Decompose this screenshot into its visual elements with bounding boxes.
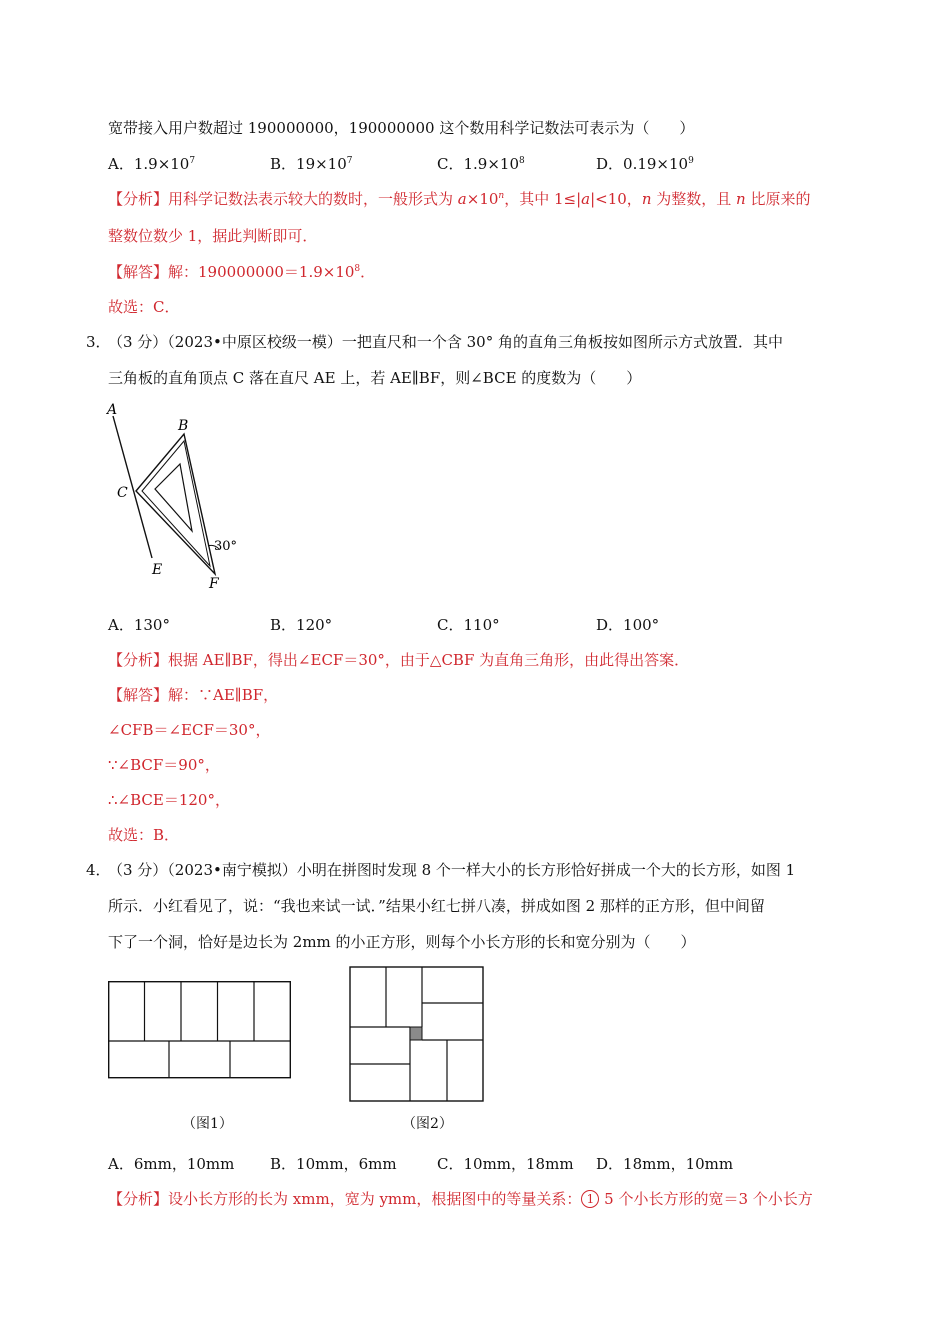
q4-stem-line2: 所示．小红看见了，说：“我也来试一试．”结果小红七拼八凑，拼成如图 2 那样的正方形，但中间留 bbox=[108, 897, 765, 915]
q2-analysis: 【分析】用科学记数法表示较大的数时，一般形式为 $a\times 10^n$，其中 1≤|a|<10，n 为整数，且 n 比原来的 bbox=[108, 190, 811, 208]
q3-answer-step3: ∵∠BCF＝90°， bbox=[108, 756, 220, 774]
q3-answer: 【解答】解：∵AE∥BF， bbox=[108, 686, 279, 704]
q2-option-b[interactable]: B．$19\times 10^7$ bbox=[270, 155, 353, 173]
q3-stem-line1: （3 分）（2023•中原区校级一模）一把直尺和一个含 30° 角的直角三角板按如图所示方式放置．其中 bbox=[108, 333, 783, 351]
circled-number: 1 bbox=[581, 1190, 599, 1208]
q2-stem: 宽带接入用户数超过 190000000，190000000 这个数用科学记数法可表示为（ ） bbox=[108, 119, 695, 137]
q3-figure-triangle-ruler bbox=[100, 396, 260, 596]
label-e: E bbox=[152, 562, 163, 578]
q3-answer-step4: ∴∠BCE＝120°， bbox=[108, 791, 230, 809]
q3-option-a[interactable]: A．130° bbox=[108, 616, 170, 634]
label-30-degree: 30° bbox=[214, 539, 238, 554]
q4-option-c[interactable]: C．10mm，18mm bbox=[437, 1155, 574, 1173]
triangle-hole bbox=[155, 464, 192, 531]
center-hole bbox=[410, 1027, 422, 1040]
q3-option-c[interactable]: C．110° bbox=[437, 616, 500, 634]
q3-number: 3． bbox=[86, 333, 111, 351]
q4-figure-2-caption: （图2） bbox=[402, 1116, 453, 1132]
q3-option-b[interactable]: B．120° bbox=[270, 616, 333, 634]
q4-figure-1-caption: （图1） bbox=[182, 1116, 233, 1132]
q2-option-c[interactable]: C．$1.9\times 10^8$ bbox=[437, 155, 525, 173]
label-f: F bbox=[209, 576, 219, 592]
label-c: C bbox=[117, 485, 128, 501]
q2-option-a[interactable]: A．$1.9\times 10^7$ bbox=[108, 155, 196, 173]
q4-analysis: 【分析】设小长方形的长为 xmm，宽为 ymm，根据图中的等量关系： 1 5 个小长方形的宽＝3 个小长方 bbox=[108, 1190, 813, 1208]
q2-answer: 【解答】解：$190000000=1.9\times 10^8$． bbox=[108, 263, 376, 281]
q4-stem-line3: 下了一个洞，恰好是边长为 2mm 的小正方形，则每个小长方形的长和宽分别为（ ） bbox=[108, 933, 696, 951]
q4-option-b[interactable]: B．10mm，6mm bbox=[270, 1155, 397, 1173]
q4-stem-line1: （3 分）（2023•南宁模拟）小明在拼图时发现 8 个一样大小的长方形恰好拼成一个大的长方形，如图 1 bbox=[108, 861, 796, 879]
q3-choice: 故选：B． bbox=[108, 826, 180, 844]
q3-analysis: 【分析】根据 AE∥BF，得出∠ECF＝30°，由于△CBF 为直角三角形，由此得出答案． bbox=[108, 651, 690, 669]
q3-stem-line2: 三角板的直角顶点 C 落在直尺 AE 上，若 AE∥BF，则∠BCE 的度数为（ ） bbox=[108, 369, 642, 387]
q2-choice: 故选：C． bbox=[108, 298, 180, 316]
q4-figure-2 bbox=[349, 966, 485, 1103]
q4-figure-1 bbox=[108, 981, 292, 1079]
q4-number: 4． bbox=[86, 861, 111, 879]
q4-option-a[interactable]: A．6mm，10mm bbox=[108, 1155, 235, 1173]
q2-analysis-cont: 整数位数少 1，据此判断即可． bbox=[108, 227, 318, 245]
q2-option-d[interactable]: D．$0.19\times 10^9$ bbox=[596, 155, 694, 173]
triangle-outer bbox=[136, 434, 215, 574]
q3-option-d[interactable]: D．100° bbox=[596, 616, 660, 634]
label-a: A bbox=[107, 402, 118, 418]
label-b: B bbox=[178, 418, 189, 434]
q3-answer-step2: ∠CFB＝∠ECF＝30°， bbox=[108, 721, 271, 739]
q4-option-d[interactable]: D．18mm，10mm bbox=[596, 1155, 734, 1173]
